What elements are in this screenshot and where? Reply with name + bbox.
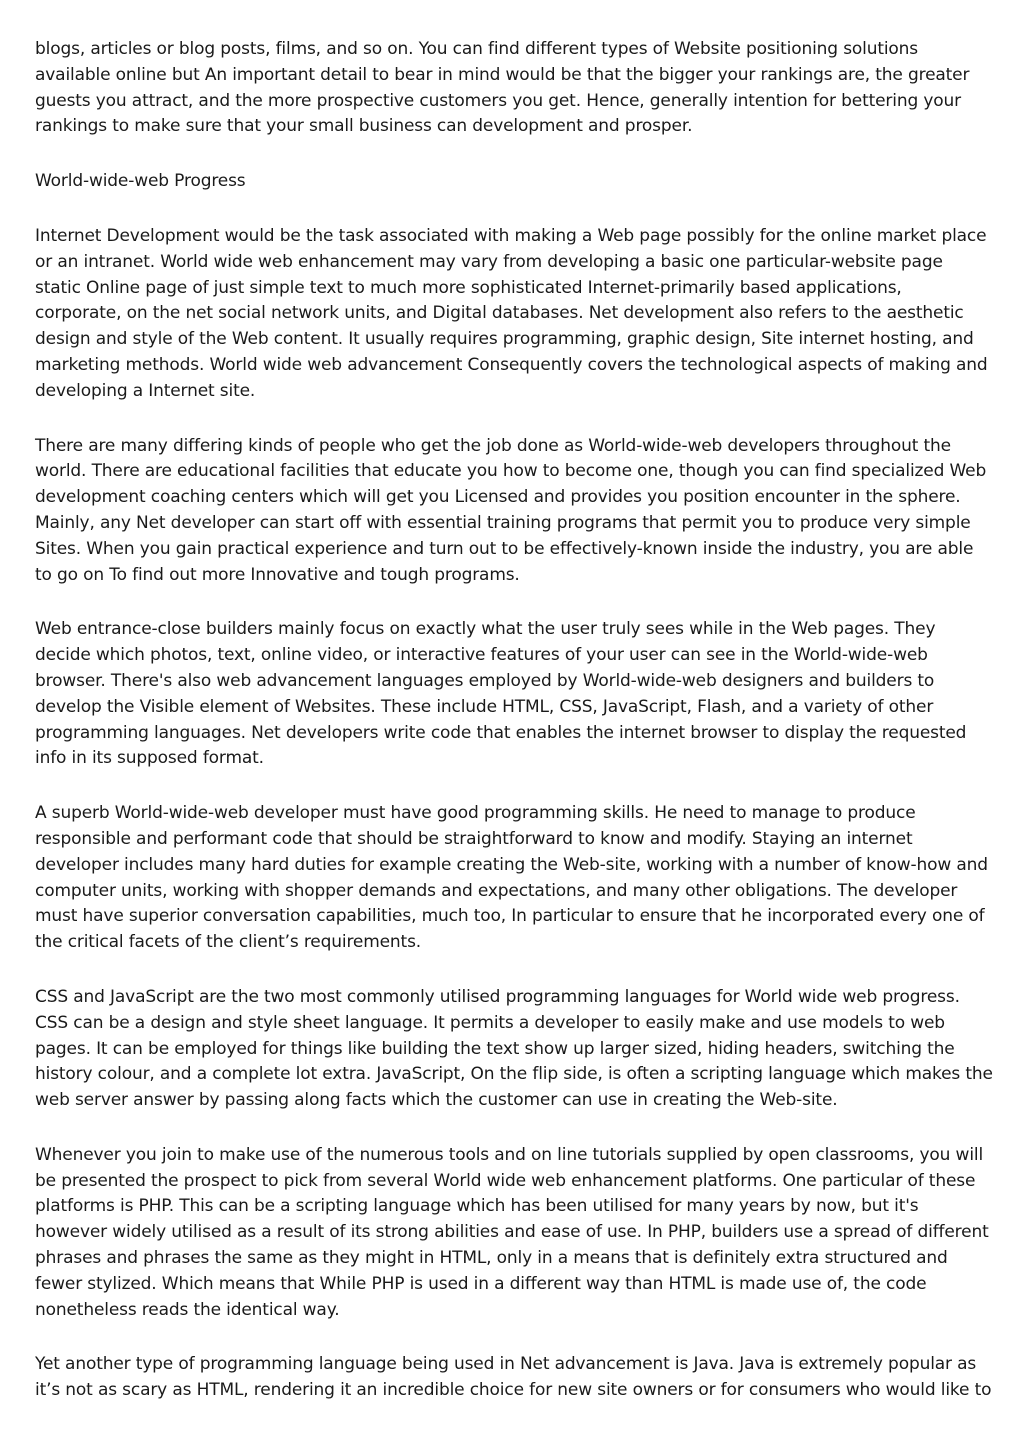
document-body — [35, 37, 993, 1433]
paragraph-java: Yet another type of programming language being used in Net advancement is Java. Java is extremely popular as it’s not as scary as HTML, rendering it an incredible choice for new site owners or for consumers who would like to — [35, 1354, 992, 1401]
section-heading: World-wide-web Progress — [35, 171, 246, 192]
paragraph-skills: A superb World-wide-web developer must have good programming skills. He need to manage to produce responsible and performant code that should be straightforward to know and modify. Staying an internet developer includes many hard duties for example creating the Web-site, working with a number of know-how and computer units, working with shopper demands and expectations, and many other obligations. The developer must have superior conversation capabilities, much too, In particular to ensure that he incorporated every one of the critical facets of the client’s requirements. — [35, 803, 988, 953]
paragraph-web-development: Internet Development would be the task associated with making a Web page possibly for the online market place or an intranet. World wide web enhancement may vary from developing a basic one particular-website page static Online page of just simple text to much more sophisticated Internet-primarily based applications, corporate, on the net social network units, and Digital databases. Net development also refers to the aesthetic design and style of the Web content. It usually requires programming, graphic design, Site internet hosting, and marketing methods. World wide web advancement Consequently covers the technological aspects of making and developing a Internet site. — [35, 225, 988, 401]
paragraph-php: Whenever you join to make use of the numerous tools and on line tutorials supplied by open classrooms, you will be presented the prospect to pick from several World wide web enhancement platforms. One particular of these platforms is PHP. This can be a scripting language which has been utilised for many years by now, but it's however widely utilised as a result of its strong abilities and ease of use. In PHP, builders use a spread of different phrases and phrases the same as they might in HTML, only in a means that is definitely extra structured and fewer stylized. Which means that While PHP is used in a different way than HTML is made use of, the code nonetheless reads the identical way. — [35, 1144, 989, 1320]
paragraph-developers: There are many differing kinds of people who get the job done as World-wide-web developers throughout the world. There are educational facilities that educate you how to become one, though you can find specialized Web development coaching centers which will get you Licensed and provides you position encounter in the sphere. Mainly, any Net developer can start off with essential training programs that permit you to produce very simple Sites. When you gain practical experience and turn out to be effectively-known inside the industry, you are able to go on To find out more Innovative and tough programs. — [35, 435, 987, 585]
paragraph-intro: blogs, articles or blog posts, films, and so on. You can find different types of Website positioning solutions available online but An important detail to bear in mind would be that the bigger your rankings are, the greater guests you attract, and the more prospective customers you get. Hence, generally intention for bettering your rankings to make sure that your small business can development and prosper. — [35, 39, 970, 137]
paragraph-front-end: Web entrance-close builders mainly focus on exactly what the user truly sees while in the Web pages. They decide which photos, text, online video, or interactive features of your user can see in the World-wide-web browser. There's also web advancement languages employed by World-wide-web designers and builders to develop the Visible element of Websites. These include HTML, CSS, JavaScript, Flash, and a variety of other programming languages. Net developers write code that enables the internet browser to display the requested info in its supposed format. — [35, 619, 967, 769]
paragraph-css-javascript: CSS and JavaScript are the two most commonly utilised programming languages for World wide web progress. CSS can be a design and style sheet language. It permits a developer to easily make and use models to web pages. It can be employed for things like building the text show up larger sized, hiding headers, switching the history colour, and a complete lot extra. JavaScript, On the flip side, is often a scripting language which makes the web server answer by passing along facts which the customer can use in creating the Web-site. — [35, 986, 993, 1111]
